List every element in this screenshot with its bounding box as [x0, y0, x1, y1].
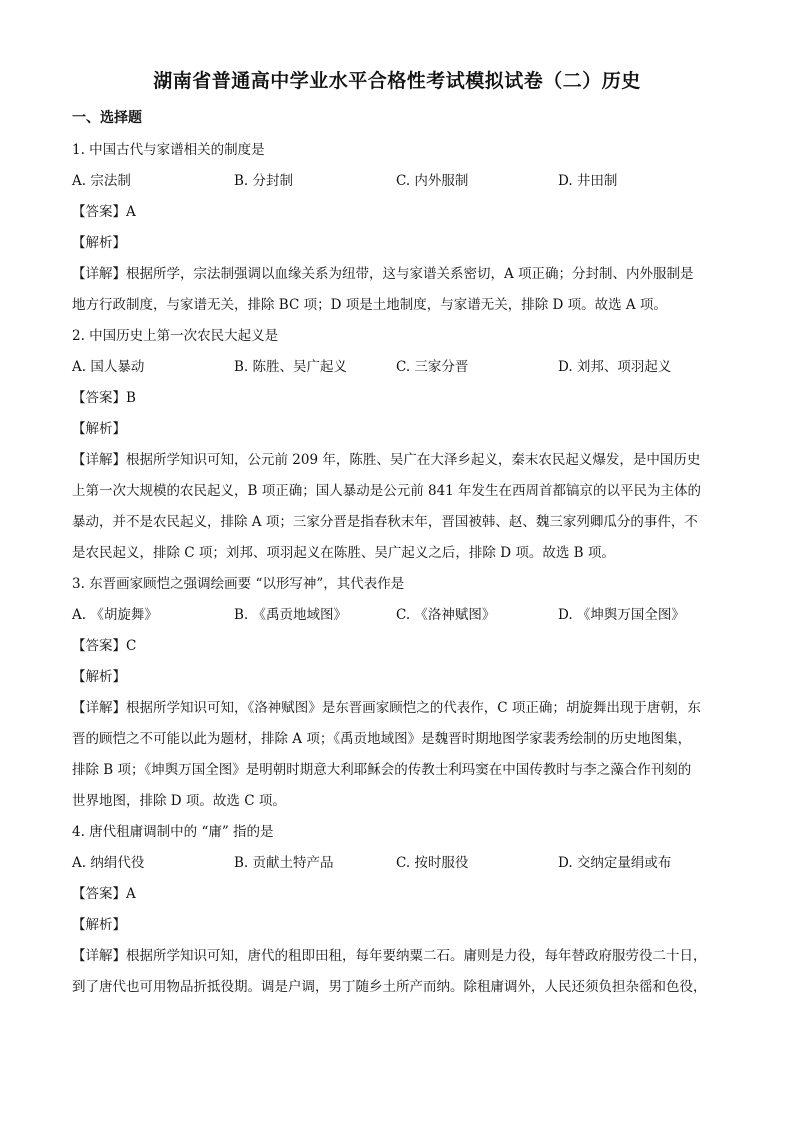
detail-line: 【详解】根据所学知识可知，《洛神赋图》是东晋画家顾恺之的代表作，C 项正确；胡旋舞出现于唐朝，东 — [72, 700, 701, 716]
detail-line: 地方行政制度，与家谱无关，排除 BC 项；D 项是土地制度，与家谱无关，排除 D 项。故选 A 项。 — [72, 297, 667, 313]
answer-line: 【答案】A — [72, 886, 136, 902]
option-c: C. 内外服制 — [396, 173, 469, 189]
detail-line: 是农民起义，排除 C 项；刘邦、项羽起义在陈胜、吴广起义之后，排除 D 项。故选 B 项。 — [72, 545, 615, 561]
option-d: D. 刘邦、项羽起义 — [558, 359, 672, 375]
answer-line: 【答案】A — [72, 204, 136, 220]
option-b: B. 贡献土特产品 — [234, 855, 334, 871]
option-d: D. 《坤舆万国全图》 — [558, 607, 685, 623]
section-heading: 一、选择题 — [72, 110, 142, 126]
option-d: D. 交纳定量绢或布 — [558, 855, 672, 871]
detail-line: 【详解】根据所学，宗法制强调以血缘关系为纽带，这与家谱关系密切，A 项正确；分封制、内外服制是 — [72, 266, 694, 282]
document-page — [72, 66, 722, 1003]
detail-line: 世界地图，排除 D 项。故选 C 项。 — [72, 793, 286, 809]
options-row — [72, 166, 722, 197]
analysis-heading: 【解析】 — [72, 917, 126, 933]
option-a: A. 国人暴动 — [72, 359, 145, 375]
detail-paragraph — [72, 445, 722, 569]
answer-line: 【答案】C — [72, 638, 137, 654]
option-a: A. 纳绢代役 — [72, 855, 145, 871]
detail-paragraph — [72, 259, 722, 321]
analysis-heading: 【解析】 — [72, 669, 126, 685]
option-b: B. 《禹贡地域图》 — [234, 607, 348, 623]
analysis-heading: 【解析】 — [72, 235, 126, 251]
question-list — [72, 135, 722, 1003]
option-c: C. 《洛神赋图》 — [396, 607, 496, 623]
options-row — [72, 600, 722, 631]
analysis-heading: 【解析】 — [72, 421, 126, 437]
options-row — [72, 352, 722, 383]
answer-line: 【答案】B — [72, 390, 136, 406]
question-stem: 4. 唐代租庸调制中的 “庸” 指的是 — [72, 824, 274, 840]
option-a: A. 宗法制 — [72, 173, 131, 189]
question-block — [72, 569, 722, 817]
options-row — [72, 848, 722, 879]
option-b: B. 分封制 — [234, 173, 294, 189]
detail-line: 排除 B 项；《坤舆万国全图》是明朝时期意大利耶稣会的传教士利玛窦在中国传教时与李之藻合作刊刻的 — [72, 762, 692, 778]
question-block — [72, 135, 722, 321]
detail-line: 上第一次大规模的农民起义，B 项正确；国人暴动是公元前 841 年发生在西周首都镐京的以平民为主体的 — [72, 483, 702, 499]
detail-line: 到了唐代也可用物品折抵役期。调是户调，男丁随乡土所产而纳。除租庸调外，人民还须负担杂徭和色役， — [72, 979, 707, 995]
question-stem: 3. 东晋画家顾恺之强调绘画要 “以形写神”，其代表作是 — [72, 576, 405, 592]
detail-paragraph — [72, 693, 722, 817]
detail-paragraph — [72, 941, 722, 1003]
option-a: A. 《胡旋舞》 — [72, 607, 158, 623]
detail-line: 【详解】根据所学知识可知，公元前 209 年，陈胜、吴广在大泽乡起义，秦末农民起义爆发，是中国历史 — [72, 452, 701, 468]
detail-line: 晋的顾恺之不可能以此为题材，排除 A 项；《禹贡地域图》是魏晋时期地图学家裴秀绘制的历史地图集， — [72, 731, 692, 747]
option-b: B. 陈胜、吴广起义 — [234, 359, 348, 375]
option-c: C. 按时服役 — [396, 855, 469, 871]
question-block — [72, 817, 722, 1003]
page-title: 湖南省普通高中学业水平合格性考试模拟试卷（二）历史 — [153, 70, 641, 92]
detail-line: 【详解】根据所学知识可知，唐代的租即田租，每年要纳粟二石。庸则是力役，每年替政府服劳役二十日， — [72, 948, 707, 964]
question-stem: 1. 中国古代与家谱相关的制度是 — [72, 142, 265, 158]
option-c: C. 三家分晋 — [396, 359, 469, 375]
question-block — [72, 321, 722, 569]
question-stem: 2. 中国历史上第一次农民大起义是 — [72, 328, 279, 344]
detail-line: 暴动，并不是农民起义，排除 A 项；三家分晋是指春秋末年，晋国被韩、赵、魏三家列卿瓜分的事件，不 — [72, 514, 698, 530]
option-d: D. 井田制 — [558, 173, 618, 189]
